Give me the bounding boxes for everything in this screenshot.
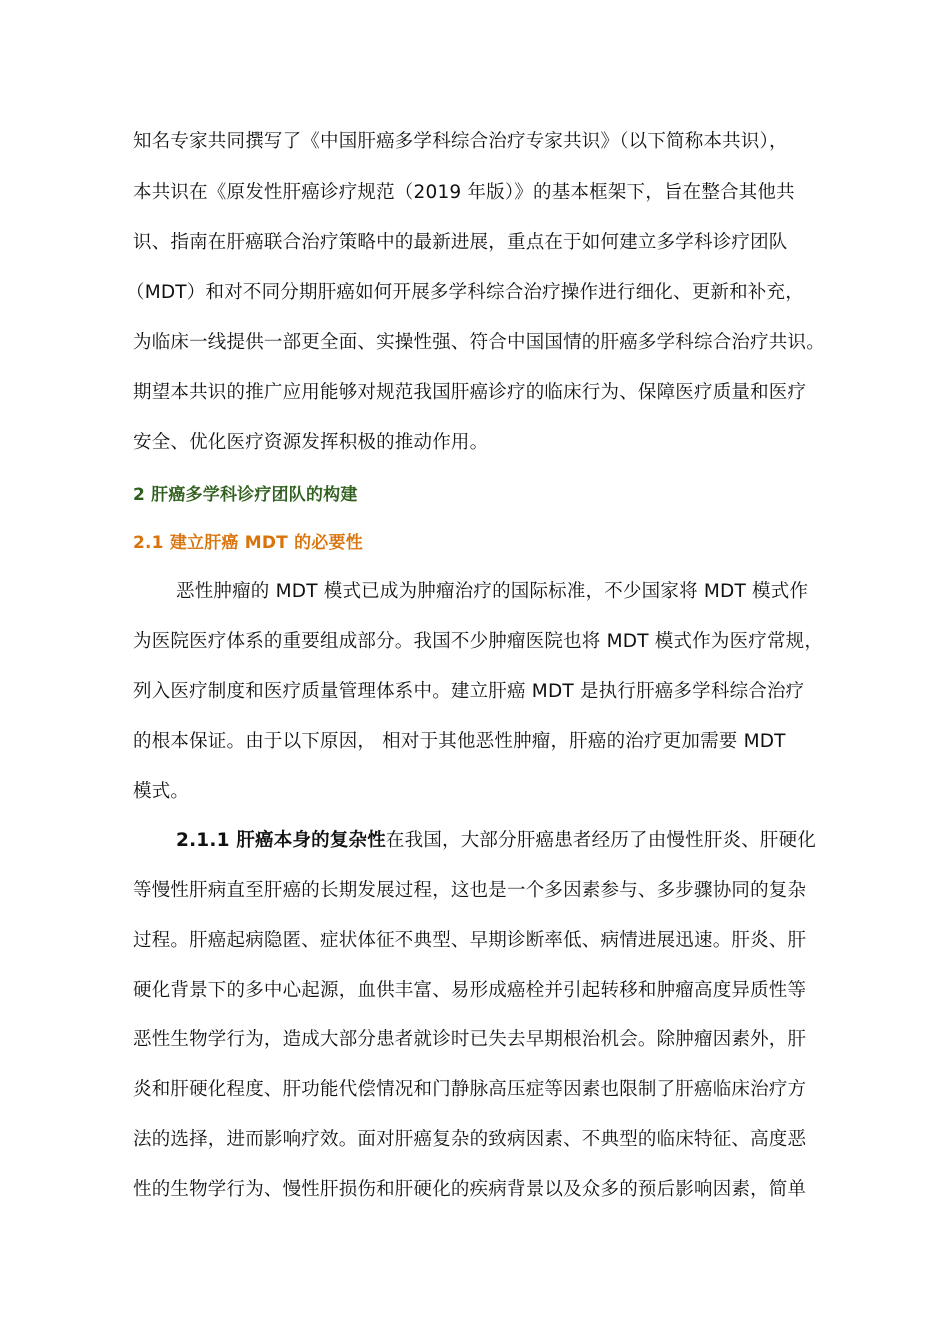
- paragraph-line-with-lead: [176, 828, 950, 854]
- paragraph-line: 性的生物学行为、慢性肝损伤和肝硬化的疾病背景以及众多的预后影响因素，简单: [133, 1179, 807, 1200]
- paragraph-line: 过程。肝癌起病隐匿、症状体征不典型、早期诊断率低、病情进展迅速。肝炎、肝: [133, 930, 807, 951]
- paragraph-line: 为医院医疗体系的重要组成部分。我国不少肿瘤医院也将 MDT 模式作为医疗常规，: [133, 631, 824, 652]
- paragraph-line: 知名专家共同撰写了《中国肝癌多学科综合治疗专家共识》（以下简称本共识），: [133, 131, 788, 152]
- paragraph-line: 安全、优化医疗资源发挥积极的推动作用。: [133, 432, 489, 453]
- paragraph-line: 恶性肿瘤的 MDT 模式已成为肿瘤治疗的国际标准，不少国家将 MDT 模式作: [176, 581, 809, 602]
- paragraph-line: 本共识在《原发性肝癌诊疗规范（2019 年版）》的基本框架下，旨在整合其他共: [133, 182, 795, 203]
- paragraph-line: 硬化背景下的多中心起源，血供丰富、易形成癌栓并引起转移和肿瘤高度异质性等: [133, 980, 807, 1001]
- subsection-heading: 2.1 建立肝癌 MDT 的必要性: [133, 533, 363, 553]
- paragraph-line: 等慢性肝病直至肝癌的长期发展过程，这也是一个多因素参与、多步骤协同的复杂: [133, 880, 807, 901]
- paragraph-line: 为临床一线提供一部更全面、实操性强、符合中国国情的肝癌多学科综合治疗共识。: [133, 332, 825, 353]
- paragraph-text: 在我国，大部分肝癌患者经历了由慢性肝炎、肝硬化: [385, 830, 817, 851]
- paragraph-line: 期望本共识的推广应用能够对规范我国肝癌诊疗的临床行为、保障医疗质量和医疗: [133, 382, 807, 403]
- section-heading: 2 肝癌多学科诊疗团队的构建: [133, 485, 358, 505]
- paragraph-line: 的根本保证。由于以下原因， 相对于其他恶性肿瘤，肝癌的治疗更加需要 MDT: [133, 731, 786, 752]
- paragraph-line: 识、指南在肝癌联合治疗策略中的最新进展，重点在于如何建立多学科诊疗团队: [133, 232, 788, 253]
- paragraph-line: （MDT）和对不同分期肝癌如何开展多学科综合治疗操作进行细化、更新和补充，: [126, 282, 804, 303]
- paragraph-line: 炎和肝硬化程度、肝功能代偿情况和门静脉高压症等因素也限制了肝癌临床治疗方: [133, 1079, 807, 1100]
- paragraph-line: 法的选择，进而影响疗效。面对肝癌复杂的致病因素、不典型的临床特征、高度恶: [133, 1129, 807, 1150]
- inline-subheading: 2.1.1 肝癌本身的复杂性: [176, 830, 386, 851]
- paragraph-line: 恶性生物学行为，造成大部分患者就诊时已失去早期根治机会。除肿瘤因素外，肝: [133, 1029, 807, 1050]
- paragraph-line: 列入医疗制度和医疗质量管理体系中。建立肝癌 MDT 是执行肝癌多学科综合治疗: [133, 681, 805, 702]
- paragraph-line: 模式。: [133, 781, 190, 802]
